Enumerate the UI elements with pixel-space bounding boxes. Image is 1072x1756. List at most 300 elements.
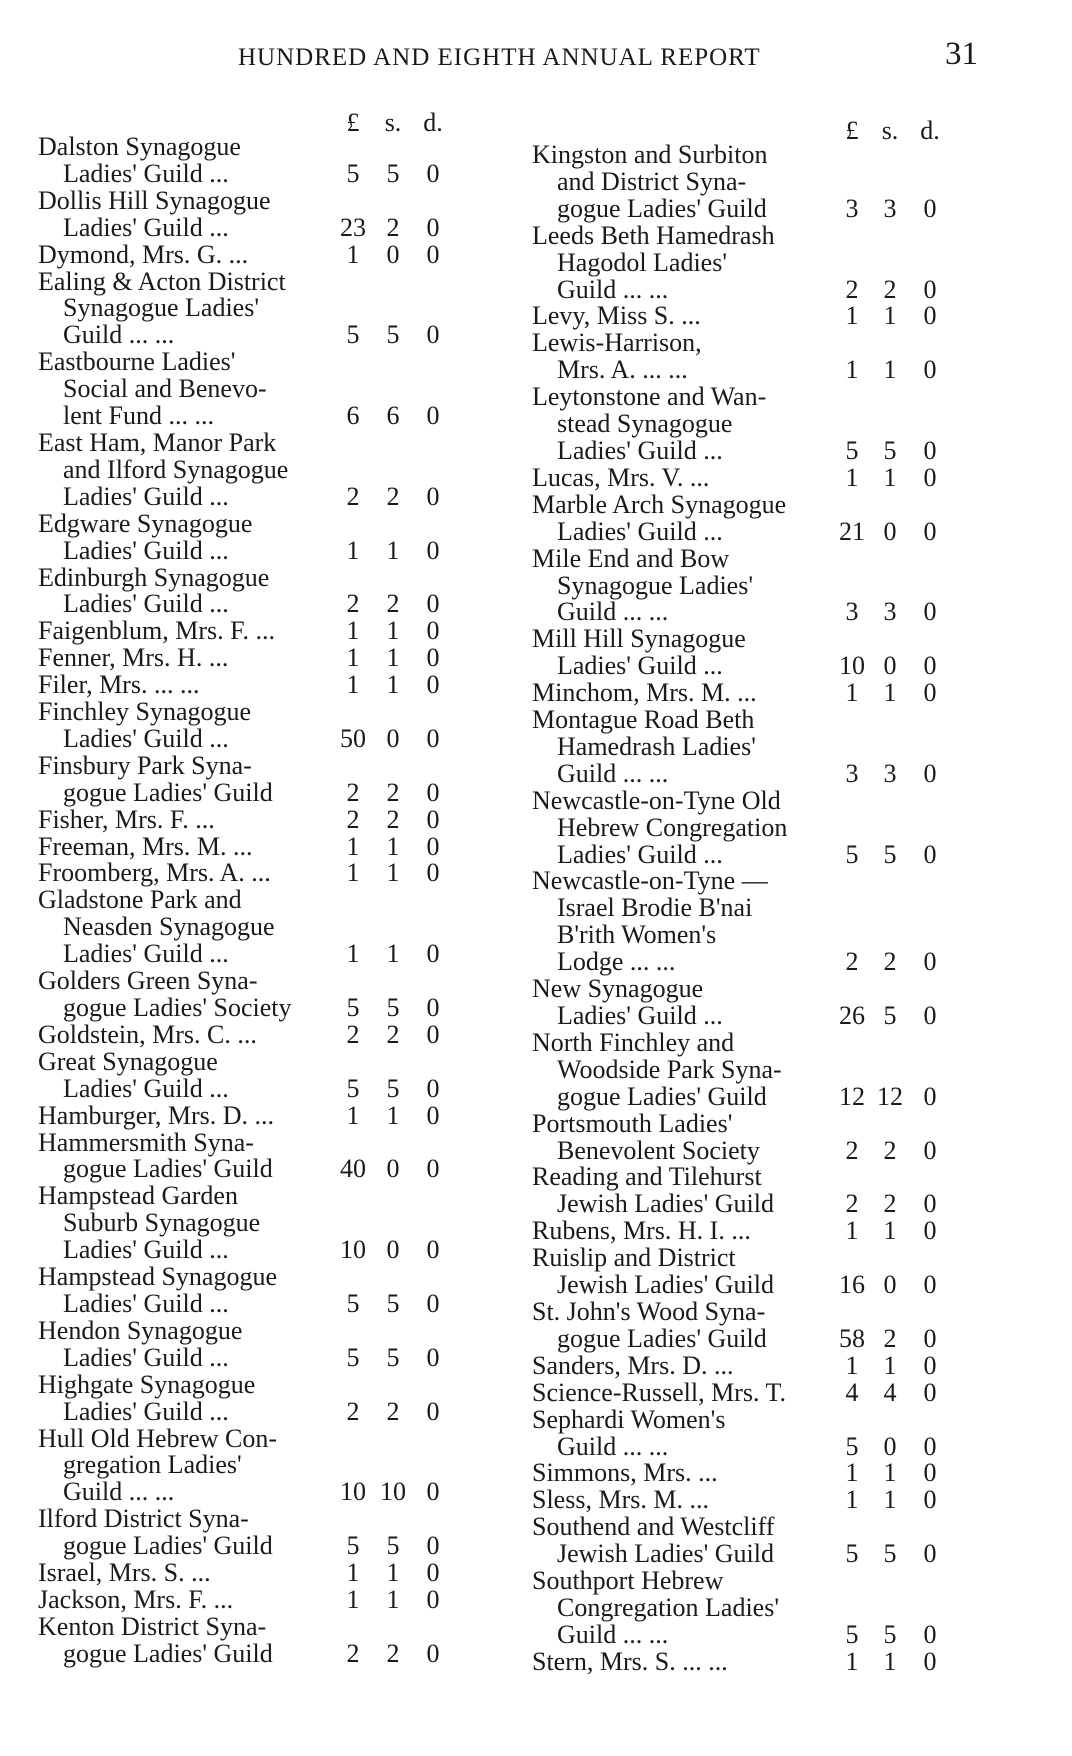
donor-name-line: East Ham, Manor Park (38, 427, 277, 457)
amount-shillings: 1 (883, 1458, 897, 1488)
amount-pounds: 16 (839, 1270, 865, 1300)
amount-shillings: 3 (883, 758, 897, 788)
donor-name-line: Goldstein, Mrs. C. ... (38, 1019, 257, 1049)
amount-pence: 0 (923, 462, 937, 492)
donor-name-line: Jewish Ladies' Guild (557, 1270, 774, 1300)
amount-pounds: 3 (845, 597, 859, 627)
amount-shillings: 5 (883, 435, 897, 465)
donor-name-line: Fenner, Mrs. H. ... (38, 643, 229, 673)
donor-entry (38, 1046, 528, 1103)
donor-name-line: Sanders, Mrs. D. ... (532, 1350, 734, 1380)
amount-pence: 0 (426, 158, 440, 188)
amount-pence: 0 (426, 858, 440, 888)
donor-name-line: gogue Ladies' Guild (63, 1531, 273, 1561)
amount-shillings: 5 (386, 1073, 400, 1103)
donor-entry (38, 1423, 528, 1507)
donor-entry (532, 330, 1022, 384)
amount-pounds: 2 (845, 1135, 859, 1165)
amount-pence: 0 (426, 1477, 440, 1507)
donor-name-line: gogue Ladies' Guild (63, 1154, 273, 1184)
amount-shillings: 2 (386, 777, 400, 807)
donor-name-line: Hamedrash Ladies' (557, 731, 756, 761)
donor-name-line: Hagodol Ladies' (557, 247, 728, 277)
donor-name-line: Marble Arch Synagogue (532, 489, 787, 519)
amount-pence: 0 (426, 212, 440, 242)
amount-pounds: 1 (346, 1100, 360, 1130)
amount-shillings: 0 (883, 1431, 897, 1461)
amount-shillings: 2 (386, 804, 400, 834)
donor-entry (532, 626, 1022, 680)
donor-entry (38, 1127, 528, 1184)
donor-name-line: Woodside Park Syna- (557, 1054, 782, 1084)
donor-name-line: Guild ... ... (63, 1477, 175, 1507)
donor-name-line: Jewish Ladies' Guild (557, 1539, 774, 1569)
amount-pounds: 10 (839, 651, 865, 681)
donor-name-line: Synagogue Ladies' (557, 570, 754, 600)
amount-pence: 0 (426, 1638, 440, 1668)
donor-entry (38, 1560, 528, 1587)
donor-name-line: Ladies' Guild ... (557, 651, 723, 681)
donor-entry (38, 968, 528, 1022)
donor-name-line: Hampstead Synagogue (38, 1262, 278, 1292)
amount-pence: 0 (426, 993, 440, 1022)
donor-entry (532, 142, 1022, 223)
donor-entry (532, 976, 1022, 1030)
amount-pounds: 5 (346, 1531, 360, 1561)
amount-pounds: 2 (845, 947, 859, 977)
amount-shillings: 2 (883, 1323, 897, 1353)
donor-name-line: Lucas, Mrs. V. ... (532, 462, 710, 492)
donor-name-line: Ilford District Syna- (38, 1504, 249, 1534)
amount-pence: 0 (923, 1323, 937, 1353)
donor-name-line: Edgware Synagogue (38, 508, 253, 538)
amount-pence: 0 (923, 1189, 937, 1219)
donor-entry (38, 860, 528, 887)
donor-name-line: Rubens, Mrs. H. I. ... (532, 1216, 751, 1246)
amount-pounds: 3 (845, 758, 859, 788)
donor-name-line: Dollis Hill Synagogue (38, 185, 271, 215)
amount-shillings: 12 (877, 1081, 903, 1111)
donor-name-line: Levy, Miss S. ... (532, 301, 701, 331)
amount-pounds: 1 (346, 939, 360, 969)
amount-shillings: 0 (883, 1270, 897, 1300)
amount-pounds: 1 (346, 858, 360, 888)
amount-pounds: 5 (845, 435, 859, 465)
pence-header: d. (920, 116, 940, 145)
amount-shillings: 1 (883, 1646, 897, 1676)
donor-name-line: Ladies' Guild ... (63, 535, 229, 565)
amount-pence: 0 (426, 670, 440, 700)
pence-header: d. (423, 108, 443, 137)
amount-pence: 0 (923, 597, 937, 627)
amount-shillings: 5 (883, 1001, 897, 1030)
amount-shillings: 1 (883, 462, 897, 492)
amount-pence: 0 (923, 1539, 937, 1569)
donor-name-line: St. John's Wood Syna- (532, 1296, 766, 1326)
donor-entry (532, 785, 1022, 869)
amount-pounds: 1 (346, 831, 360, 861)
amount-pence: 0 (923, 435, 937, 465)
donor-name-line: Kenton District Syna- (38, 1611, 267, 1641)
donor-entry (38, 672, 528, 699)
donor-name-line: Froomberg, Mrs. A. ... (38, 858, 271, 888)
donor-entry (38, 804, 528, 834)
donor-name-line: Finchley Synagogue (38, 697, 252, 727)
page-number: 31 (945, 36, 978, 72)
amount-shillings: 2 (386, 1396, 400, 1426)
donor-name-line: Mrs. A. ... ... (557, 355, 688, 385)
donor-name-line: Guild ... ... (557, 1619, 669, 1649)
donor-entry (38, 1183, 528, 1264)
amount-pounds: 4 (845, 1377, 859, 1407)
donor-name-line: Ealing & Acton District (38, 266, 286, 296)
donor-name-line: Lewis-Harrison, (532, 328, 702, 358)
amount-pounds: 40 (340, 1154, 366, 1184)
donor-name-line: Hendon Synagogue (38, 1315, 243, 1345)
amount-shillings: 2 (386, 1638, 400, 1668)
donor-name-line: Ladies' Guild ... (63, 723, 229, 753)
donor-entry (532, 1460, 1022, 1487)
donor-name-line: stead Synagogue (557, 409, 733, 439)
amount-pounds: 1 (346, 1558, 360, 1588)
donor-name-line: Guild ... ... (63, 320, 175, 350)
amount-pounds: 5 (845, 1619, 859, 1649)
donor-name-line: Ruislip and District (532, 1243, 736, 1273)
amount-pence: 0 (923, 1350, 937, 1380)
amount-pence: 0 (923, 678, 937, 708)
donor-entry (532, 1514, 1022, 1568)
donor-entry (38, 750, 528, 807)
amount-pence: 0 (426, 831, 440, 861)
donor-entry (38, 508, 528, 565)
amount-pounds: 2 (346, 777, 360, 807)
donor-entry (38, 887, 528, 968)
amount-shillings: 1 (386, 616, 400, 646)
amount-pence: 0 (923, 1377, 937, 1407)
donor-name-line: Southport Hebrew (532, 1566, 724, 1596)
amount-pence: 0 (426, 1531, 440, 1561)
donor-name-line: Great Synagogue (38, 1046, 218, 1076)
donor-entry (38, 831, 528, 861)
donor-entry (532, 1404, 1022, 1461)
donor-entry (532, 707, 1022, 788)
donor-entry (532, 489, 1022, 546)
amount-pounds: 6 (346, 401, 360, 431)
donor-name-line: Mill Hill Synagogue (532, 624, 746, 654)
amount-pence: 0 (923, 1646, 937, 1676)
amount-pounds: 2 (346, 1638, 360, 1668)
amount-shillings: 1 (883, 678, 897, 708)
donor-name-line: Leeds Beth Hamedrash (532, 220, 775, 250)
donor-entry (532, 868, 1022, 976)
donor-name-line: Guild ... ... (557, 758, 669, 788)
amount-pence: 0 (426, 777, 440, 807)
page-header (0, 36, 1072, 80)
donor-entry (532, 680, 1022, 707)
donor-entry (532, 543, 1022, 627)
amount-pence: 0 (426, 1342, 440, 1372)
donor-name-line: Ladies' Guild ... (557, 516, 723, 546)
donor-entry (38, 1019, 528, 1049)
donor-name-line: Lodge ... ... (557, 947, 676, 977)
amount-shillings: 1 (386, 1558, 400, 1588)
donor-name-line: Newcastle-on-Tyne Old (532, 785, 781, 815)
amount-pence: 0 (426, 1558, 440, 1588)
amount-pounds: 1 (845, 462, 859, 492)
donor-entry (532, 462, 1022, 492)
amount-shillings: 0 (386, 723, 400, 753)
amount-pence: 0 (923, 1135, 937, 1165)
amount-shillings: 1 (386, 831, 400, 861)
donor-name-line: Hampstead Garden (38, 1181, 238, 1211)
donor-name-line: Stern, Mrs. S. ... ... (532, 1646, 728, 1676)
donor-name-line: Golders Green Syna- (38, 966, 258, 996)
amount-pounds: 1 (346, 239, 360, 269)
donor-entry (532, 1164, 1022, 1218)
donor-name-line: Newcastle-on-Tyne — (532, 866, 768, 896)
amount-shillings: 5 (386, 158, 400, 188)
donor-entry (532, 1568, 1022, 1649)
amount-pounds: 2 (346, 1019, 360, 1049)
donor-entry (532, 1108, 1022, 1165)
amount-pence: 0 (923, 516, 937, 546)
amount-pounds: 2 (346, 481, 360, 511)
amount-shillings: 2 (883, 947, 897, 977)
donor-name-line: Congregation Ladies' (557, 1592, 780, 1622)
donor-name-line: Highgate Synagogue (38, 1369, 256, 1399)
donor-name-line: Ladies' Guild ... (63, 481, 229, 511)
donor-entry (532, 1027, 1022, 1111)
donor-entry (532, 1350, 1022, 1380)
amount-shillings: 5 (386, 1342, 400, 1372)
amount-shillings: 5 (883, 1539, 897, 1569)
donor-name-line: Ladies' Guild ... (557, 1001, 723, 1030)
donor-name-line: Reading and Tilehurst (532, 1162, 762, 1192)
donor-name-line: Israel, Mrs. S. ... (38, 1558, 211, 1588)
amount-shillings: 2 (883, 1189, 897, 1219)
donor-name-line: Portsmouth Ladies' (532, 1108, 733, 1138)
donor-name-line: Ladies' Guild ... (557, 435, 723, 465)
amount-shillings: 10 (380, 1477, 406, 1507)
donor-name-line: Hammersmith Syna- (38, 1127, 254, 1157)
amount-pence: 0 (923, 1485, 937, 1515)
amount-pence: 0 (426, 535, 440, 565)
amount-pounds: 2 (346, 589, 360, 619)
donor-name-line: Ladies' Guild ... (63, 1073, 229, 1103)
amount-pounds: 5 (346, 158, 360, 188)
donor-entry (38, 349, 528, 430)
donor-name-line: B'rith Women's (557, 920, 717, 950)
amount-pence: 0 (923, 1001, 937, 1030)
amount-pence: 0 (923, 651, 937, 681)
amount-pence: 0 (426, 1288, 440, 1318)
amount-shillings: 1 (883, 355, 897, 385)
donor-name-line: gogue Ladies' Guild (63, 777, 273, 807)
amount-pounds: 2 (346, 804, 360, 834)
donor-name-line: Southend and Westcliff (532, 1512, 775, 1542)
amount-shillings: 5 (883, 839, 897, 869)
amount-pence: 0 (426, 401, 440, 431)
donor-name-line: Ladies' Guild ... (63, 589, 229, 619)
amount-pounds: 5 (845, 1431, 859, 1461)
amount-pounds: 5 (346, 1073, 360, 1103)
amount-pence: 0 (923, 274, 937, 304)
amount-shillings: 3 (883, 193, 897, 223)
amount-pence: 0 (426, 1584, 440, 1614)
amount-shillings: 1 (386, 535, 400, 565)
donor-entry (38, 1506, 528, 1560)
amount-pence: 0 (923, 839, 937, 869)
amount-pounds: 1 (346, 670, 360, 700)
donor-name-line: Ladies' Guild ... (557, 839, 723, 869)
pounds-header: £ (346, 108, 360, 137)
amount-pence: 0 (426, 723, 440, 753)
amount-pounds: 10 (340, 1235, 366, 1265)
amount-shillings: 0 (386, 239, 400, 269)
amount-pence: 0 (426, 1154, 440, 1184)
donor-name-line: and Ilford Synagogue (63, 454, 289, 484)
amount-pounds: 12 (839, 1081, 865, 1111)
amount-pounds: 5 (346, 1288, 360, 1318)
amount-pounds: 1 (845, 355, 859, 385)
donor-name-line: Hebrew Congregation (557, 812, 788, 842)
amount-pounds: 10 (340, 1477, 366, 1507)
donor-name-line: Ladies' Guild ... (63, 1288, 229, 1318)
donor-name-line: Guild ... ... (557, 1431, 669, 1461)
donor-entry (532, 1245, 1022, 1299)
donor-entry (532, 1646, 1022, 1676)
donor-name-line: North Finchley and (532, 1027, 735, 1057)
amount-shillings: 5 (386, 1531, 400, 1561)
donor-name-line: Montague Road Beth (532, 705, 755, 735)
donor-name-line: Minchom, Mrs. M. ... (532, 678, 757, 708)
amount-shillings: 5 (386, 993, 400, 1022)
donor-entry (38, 1611, 528, 1668)
donor-name-line: Filer, Mrs. ... ... (38, 670, 200, 700)
donor-name-line: gogue Ladies' Guild (557, 193, 767, 223)
donor-name-line: Finsbury Park Syna- (38, 750, 252, 780)
donor-entry (38, 645, 528, 672)
donor-entry (38, 618, 528, 645)
amount-shillings: 1 (386, 670, 400, 700)
donor-name-line: Sless, Mrs. M. ... (532, 1485, 709, 1515)
donor-name-line: gogue Ladies' Guild (557, 1323, 767, 1353)
amount-shillings: 1 (883, 1485, 897, 1515)
amount-pence: 0 (426, 1235, 440, 1265)
donor-name-line: Eastbourne Ladies' (38, 347, 236, 377)
amount-pounds: 5 (845, 1539, 859, 1569)
amount-pounds: 1 (845, 1458, 859, 1488)
donor-name-line: Ladies' Guild ... (63, 1342, 229, 1372)
amount-pence: 0 (923, 1216, 937, 1246)
amount-shillings: 1 (386, 858, 400, 888)
donor-entry (532, 1487, 1022, 1514)
donor-entry (532, 303, 1022, 330)
amount-shillings: 1 (883, 1350, 897, 1380)
donor-name-line: gregation Ladies' (63, 1450, 242, 1480)
donor-name-line: Synagogue Ladies' (63, 293, 260, 323)
amount-pounds: 1 (346, 1584, 360, 1614)
amount-pounds: 5 (346, 320, 360, 350)
donor-entry (38, 1369, 528, 1426)
donor-entry (38, 185, 528, 242)
amount-pence: 0 (426, 939, 440, 969)
donor-name-line: gogue Ladies' Guild (557, 1081, 767, 1111)
running-title: HUNDRED AND EIGHTH ANNUAL REPORT (238, 44, 761, 71)
amount-shillings: 1 (883, 301, 897, 331)
amount-shillings: 0 (883, 651, 897, 681)
amount-pounds: 1 (845, 1646, 859, 1676)
amount-pence: 0 (923, 1458, 937, 1488)
donor-entry (38, 1264, 528, 1318)
donor-name-line: Ladies' Guild ... (63, 939, 229, 969)
donor-name-line: gogue Ladies' Guild (63, 1638, 273, 1668)
amount-pence: 0 (426, 1073, 440, 1103)
donor-name-line: Suburb Synagogue (63, 1208, 261, 1238)
donor-name-line: Leytonstone and Wan- (532, 382, 767, 412)
donor-entry (38, 699, 528, 753)
donor-name-line: Ladies' Guild ... (63, 158, 229, 188)
amount-pence: 0 (426, 1396, 440, 1426)
donor-name-line: lent Fund ... ... (63, 401, 214, 431)
amount-pence: 0 (923, 193, 937, 223)
donor-name-line: Ladies' Guild ... (63, 1396, 229, 1426)
donor-entry (38, 1100, 528, 1130)
amount-pounds: 1 (845, 1350, 859, 1380)
donor-name-line: Kingston and Surbiton (532, 140, 768, 169)
amount-pence: 0 (426, 1019, 440, 1049)
amount-pounds: 5 (346, 993, 360, 1022)
donor-name-line: Science-Russell, Mrs. T. (532, 1377, 786, 1407)
donor-name-line: Hull Old Hebrew Con- (38, 1423, 278, 1453)
amount-pounds: 1 (845, 301, 859, 331)
donor-entry (38, 1584, 528, 1614)
amount-pence: 0 (923, 301, 937, 331)
amount-pounds: 50 (340, 723, 366, 753)
donor-entry (38, 239, 528, 269)
amount-pounds: 1 (845, 1485, 859, 1515)
donor-name-line: Gladstone Park and (38, 885, 242, 915)
amount-pounds: 1 (346, 643, 360, 673)
amount-shillings: 2 (386, 212, 400, 242)
amount-pence: 0 (426, 616, 440, 646)
donor-name-line: Dymond, Mrs. G. ... (38, 239, 249, 269)
amount-shillings: 2 (386, 589, 400, 619)
shillings-header: s. (384, 108, 402, 137)
donor-name-line: Jewish Ladies' Guild (557, 1189, 774, 1219)
donor-name-line: Mile End and Bow (532, 543, 730, 573)
donor-name-line: Faigenblum, Mrs. F. ... (38, 616, 275, 646)
amount-pence: 0 (426, 589, 440, 619)
donor-name-line: Guild ... ... (557, 274, 669, 304)
amount-pounds: 1 (845, 678, 859, 708)
amount-pence: 0 (923, 1081, 937, 1111)
amount-pounds: 58 (839, 1323, 865, 1353)
donor-entry (532, 1296, 1022, 1353)
donor-entry (532, 1377, 1022, 1407)
amount-pounds: 5 (845, 839, 859, 869)
amount-shillings: 1 (386, 1100, 400, 1130)
pounds-header: £ (845, 116, 859, 145)
amount-pounds: 5 (346, 1342, 360, 1372)
donor-list (38, 134, 528, 1668)
donor-entry (38, 134, 528, 188)
amount-pence: 0 (923, 1431, 937, 1461)
donor-name-line: Jackson, Mrs. F. ... (38, 1584, 234, 1614)
donor-entry (532, 1218, 1022, 1245)
shillings-header: s. (881, 116, 899, 145)
donor-name-line: Ladies' Guild ... (63, 212, 229, 242)
